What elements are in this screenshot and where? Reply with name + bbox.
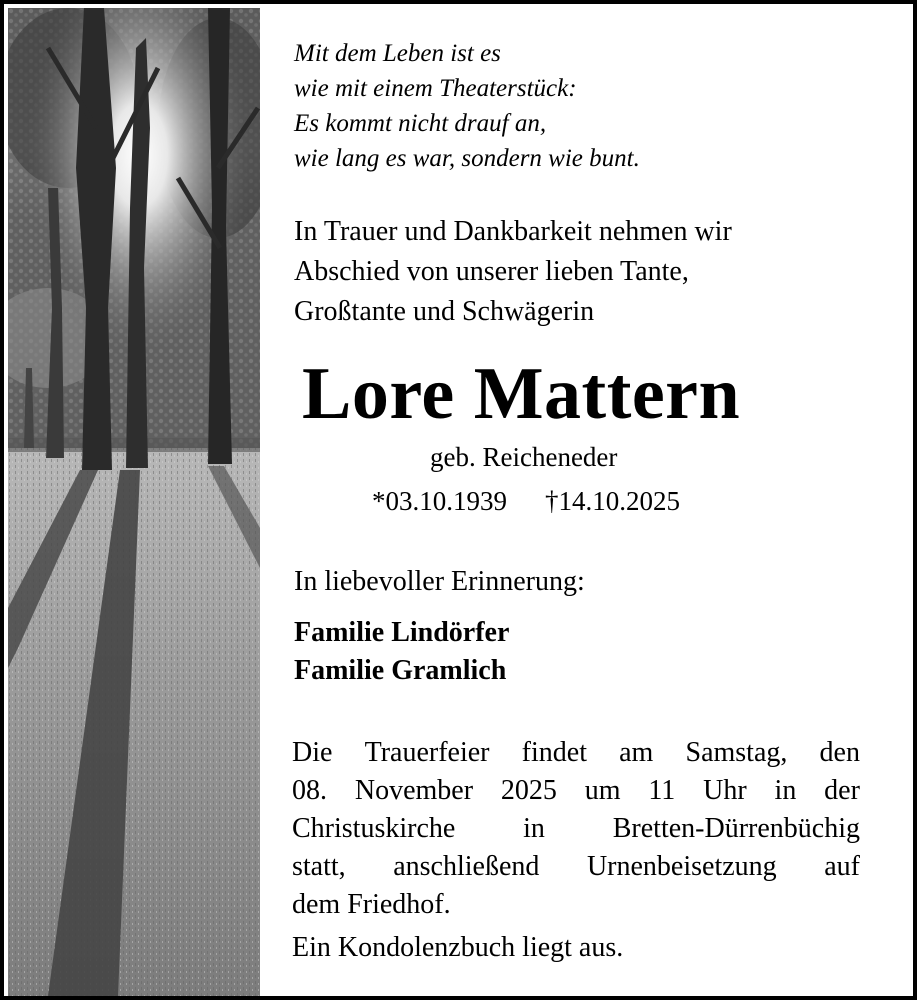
word: Urnenbeisetzung xyxy=(586,851,777,882)
ceremony-line: dem Friedhof. xyxy=(292,889,451,920)
intro-line: In Trauer und Dankbarkeit nehmen wir xyxy=(294,216,732,247)
poem-line: Mit dem Leben ist es xyxy=(294,40,501,67)
word: den xyxy=(819,737,860,768)
word: Christuskirche xyxy=(292,813,456,844)
intro-line: Abschied von unserer lieben Tante, xyxy=(294,256,689,287)
poem-line: wie lang es war, sondern wie bunt. xyxy=(294,145,640,172)
family-name: Familie Lindörfer xyxy=(294,617,510,648)
word: am xyxy=(619,737,654,768)
deceased-name: Lore Mattern xyxy=(302,353,741,435)
word: 11 xyxy=(648,775,676,806)
word: auf xyxy=(824,851,860,882)
word: November xyxy=(354,775,474,806)
ceremony-text xyxy=(292,734,860,924)
ceremony-line xyxy=(292,734,860,772)
family-name: Familie Gramlich xyxy=(294,655,507,686)
word: der xyxy=(824,775,860,806)
family-list xyxy=(294,614,509,690)
poem xyxy=(294,36,640,176)
park-trees-photo xyxy=(8,8,260,996)
birth-name: geb. Reicheneder xyxy=(430,442,618,472)
intro-line: Großtante und Schwägerin xyxy=(294,296,595,327)
intro-text xyxy=(294,212,732,332)
ceremony-line xyxy=(292,848,860,886)
word: findet xyxy=(521,737,587,768)
poem-line: Es kommt nicht drauf an, xyxy=(294,110,547,137)
word: Die xyxy=(292,737,333,768)
word: statt, xyxy=(292,851,346,882)
ceremony-line xyxy=(292,772,860,810)
poem-line: wie mit einem Theaterstück: xyxy=(294,75,577,102)
word: Samstag, xyxy=(685,737,788,768)
life-dates xyxy=(372,486,680,517)
death-date: †14.10.2025 xyxy=(545,486,680,516)
ceremony-line xyxy=(292,810,860,848)
remembrance-heading: In liebevoller Erinnerung: xyxy=(294,566,585,597)
word: um xyxy=(584,775,621,806)
birth-date: *03.10.1939 xyxy=(372,486,507,516)
word: in xyxy=(523,813,545,844)
word: Uhr xyxy=(703,775,747,806)
word: Trauerfeier xyxy=(364,737,490,768)
condolence-book-note: Ein Kondolenzbuch liegt aus. xyxy=(292,932,624,963)
word: anschließend xyxy=(393,851,540,882)
word: in xyxy=(774,775,797,806)
word: Bretten-Dürrenbüchig xyxy=(612,813,860,844)
word: 2025 xyxy=(500,775,557,806)
word: 08. xyxy=(292,775,327,806)
